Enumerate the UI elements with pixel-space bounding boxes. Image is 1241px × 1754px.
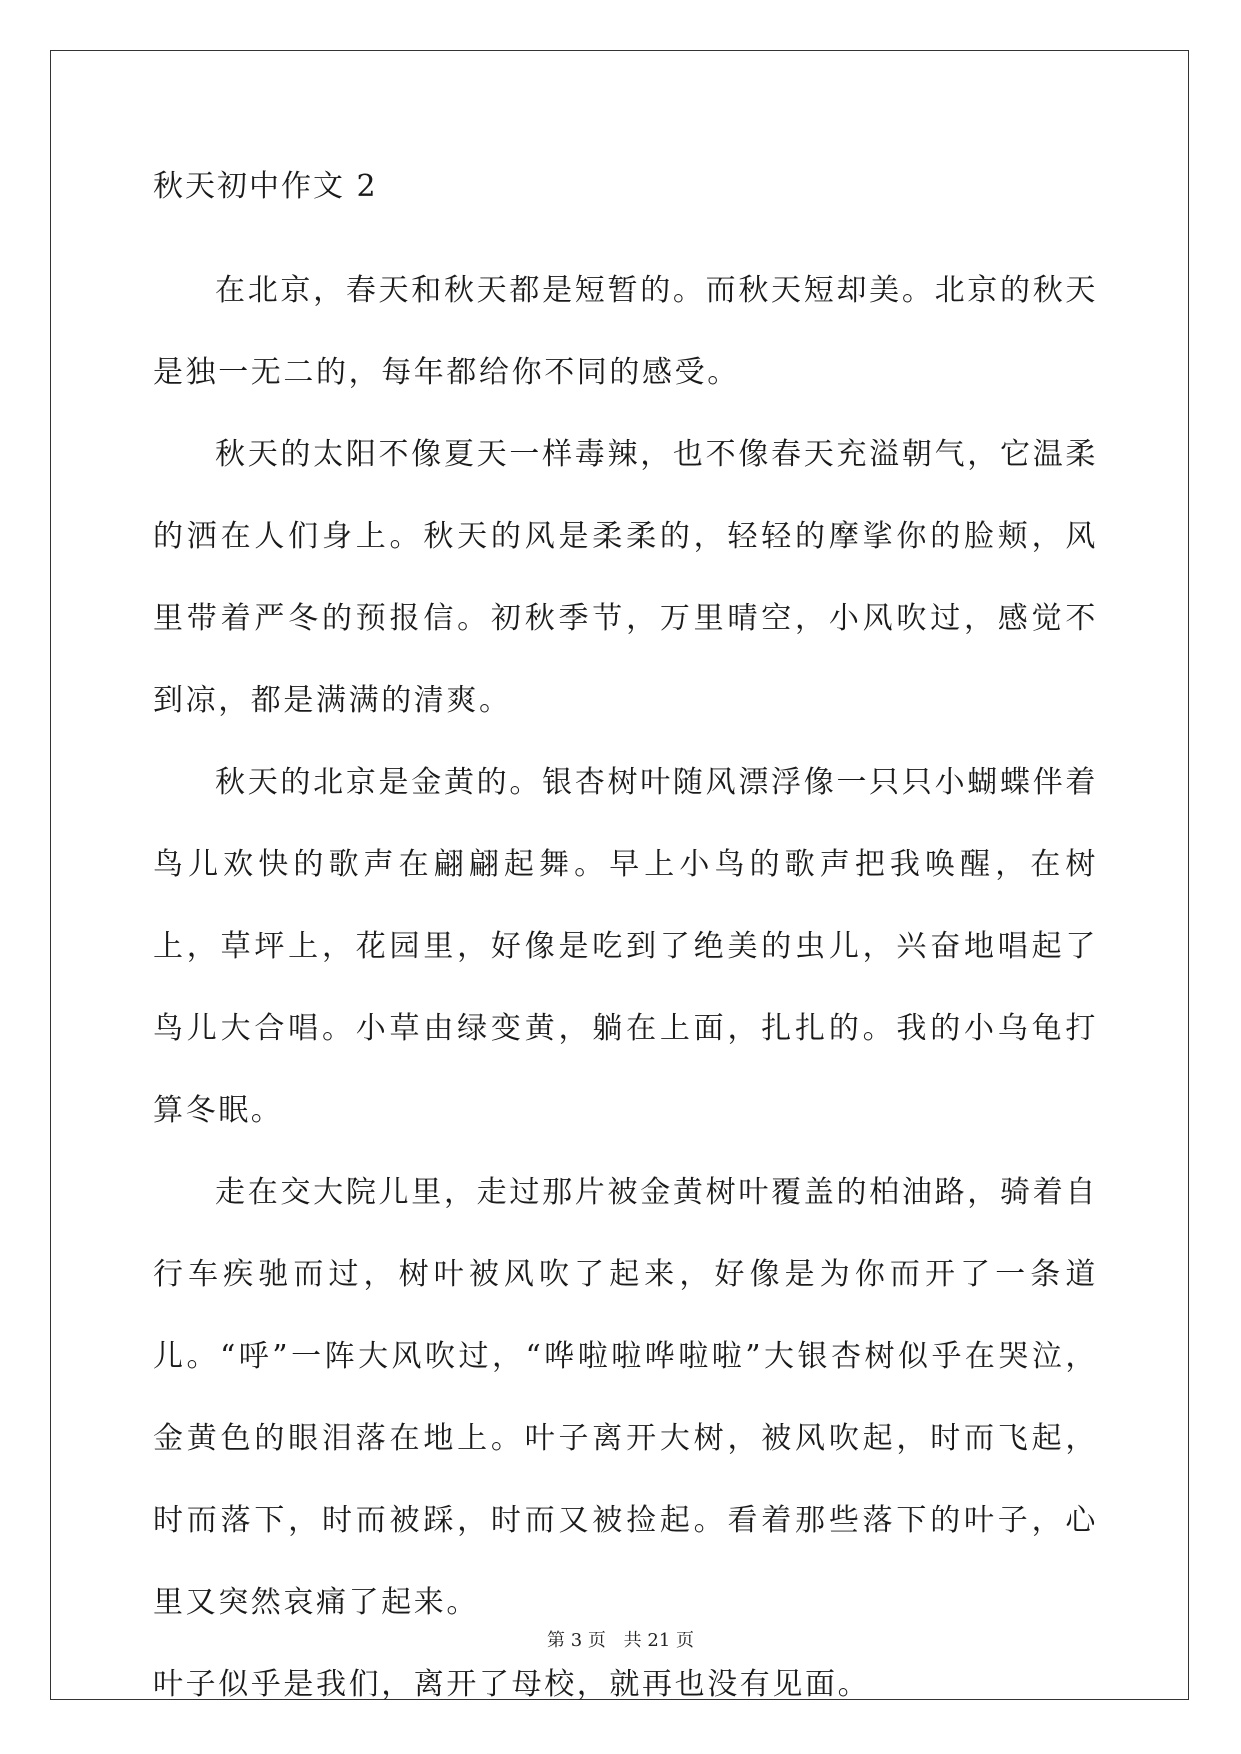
document-body xyxy=(153,160,1098,1726)
paragraph-5: 叶子似乎是我们，离开了母校，就再也没有见面。 xyxy=(153,1667,871,1702)
page-footer xyxy=(0,1626,1241,1652)
page-number: 第 3 页 xyxy=(547,1630,606,1651)
paragraph-3: 秋天的北京是金黄的。银杏树叶随风漂浮像一只只小蝴蝶伴着鸟儿欢快的歌声在翩翩起舞。早上小鸟的歌声把我唤醒，在树上，草坪上，花园里，好像是吃到了绝美的虫儿，兴奋地唱起了鸟儿大合唱。小草由绿变黄，躺在上面，扎扎的。我的小乌龟打算冬眠。 xyxy=(153,765,1098,1128)
page-total: 共 21 页 xyxy=(623,1630,694,1651)
paragraph-4: 走在交大院儿里，走过那片被金黄树叶覆盖的柏油路，骑着自行车疾驰而过，树叶被风吹了起来，好像是为你而开了一条道儿。“呼”一阵大风吹过，“哗啦啦哗啦啦”大银杏树似乎在哭泣，金黄色的眼泪落在地上。叶子离开大树，被风吹起，时而飞起，时而落下，时而被踩，时而又被捡起。看着那些落下的叶子，心里又突然哀痛了起来。 xyxy=(153,1175,1098,1620)
paragraph-1: 在北京，春天和秋天都是短暂的。而秋天短却美。北京的秋天是独一无二的，每年都给你不同的感受。 xyxy=(153,273,1098,390)
document-title: 秋天初中作文 2 xyxy=(153,169,378,204)
paragraph-2: 秋天的太阳不像夏天一样毒辣，也不像春天充溢朝气，它温柔的洒在人们身上。秋天的风是柔柔的，轻轻的摩挲你的脸颊，风里带着严冬的预报信。初秋季节，万里晴空，小风吹过，感觉不到凉，都是满满的清爽。 xyxy=(153,437,1098,718)
